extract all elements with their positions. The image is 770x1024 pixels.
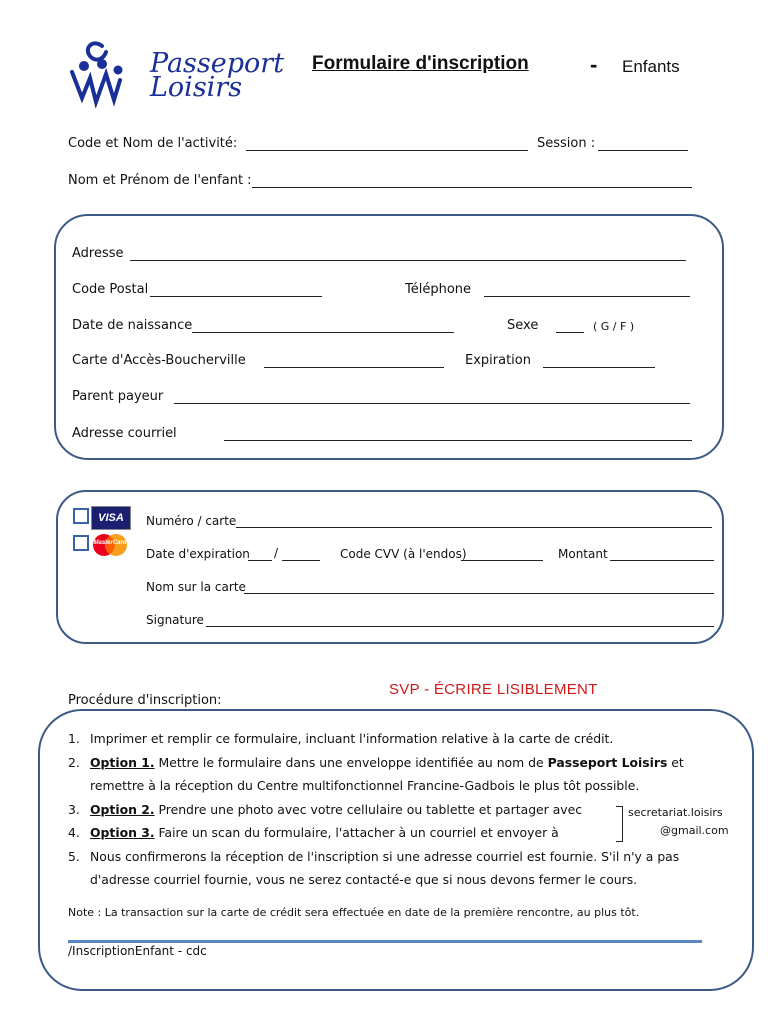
access-card-field[interactable] (264, 367, 444, 368)
postal-code-label: Code Postal (72, 282, 149, 297)
form-subtitle: Enfants (622, 57, 680, 76)
signature-field[interactable] (206, 626, 714, 627)
birth-date-field[interactable] (192, 332, 454, 333)
step-2 (68, 751, 728, 798)
sex-field[interactable] (556, 332, 584, 333)
step-5-text: Nous confirmerons la réception de l'inscription si une adresse courriel est fournie. S'il n'y a pas (90, 848, 680, 864)
step-2-number: 2. (68, 754, 80, 770)
birth-date-label: Date de naissance (72, 318, 193, 333)
contact-email-line2: @gmail.com (660, 824, 729, 837)
cvv-label: Code CVV (à l'endos) (340, 547, 467, 561)
form-title: Formulaire d'inscription (312, 53, 529, 74)
name-on-card-field[interactable] (244, 593, 714, 594)
activity-code-label: Code et Nom de l'activité: (68, 136, 238, 151)
phone-label: Téléphone (405, 282, 472, 297)
family-logo-icon (62, 36, 142, 116)
parent-payer-field[interactable] (174, 403, 690, 404)
expiry-separator: / (274, 546, 279, 560)
child-name-field[interactable] (252, 187, 692, 188)
contact-info-box (54, 214, 724, 460)
expiry-date-label: Date d'expiration (146, 547, 250, 561)
brand-line-2: Loisirs (150, 72, 243, 103)
name-on-card-label: Nom sur la carte (146, 580, 246, 594)
signature-label: Signature (146, 613, 204, 627)
footer-reference: /InscriptionEnfant - cdc (68, 944, 207, 958)
step-2-text-line2: remettre à la réception du Centre multifonctionnel Francine-Gadbois le plus tôt possible. (90, 778, 640, 793)
email-field[interactable] (224, 440, 692, 441)
card-number-field[interactable] (236, 527, 712, 528)
visa-logo-text: VISA (98, 512, 124, 524)
step-4 (68, 821, 728, 845)
brand-line-1: Passeport (150, 48, 285, 79)
address-label: Adresse (72, 246, 124, 261)
cvv-field[interactable] (461, 560, 543, 561)
step-1-number: 1. (68, 731, 80, 746)
step-3-number: 3. (68, 801, 80, 817)
legibility-warning: SVP - ÉCRIRE LISIBLEMENT (389, 681, 598, 698)
logo (62, 36, 142, 116)
sex-label: Sexe (507, 318, 539, 333)
expiration-field[interactable] (543, 367, 655, 368)
step-5-number: 5. (68, 848, 80, 864)
brand-name (150, 48, 285, 103)
address-field[interactable] (130, 260, 686, 261)
amount-field[interactable] (610, 560, 714, 561)
step-2-text-end: et (667, 754, 684, 770)
amount-label: Montant (558, 547, 608, 561)
sex-options: ( G / F ) (593, 320, 635, 333)
step-1 (68, 727, 728, 751)
access-card-label: Carte d'Accès-Boucherville (72, 353, 246, 368)
child-name-label: Nom et Prénom de l'enfant : (68, 173, 252, 188)
email-brace (616, 806, 623, 842)
step-4-text: Faire un scan du formulaire, l'attacher à un courriel et envoyer à (154, 825, 559, 840)
card-number-label: Numéro / carte (146, 514, 237, 528)
mastercard-logo-text: MasterCard (93, 540, 127, 546)
visa-checkbox[interactable] (73, 508, 89, 524)
mastercard-logo (91, 533, 129, 557)
step-3-option: Option 2. (90, 801, 155, 817)
session-label: Session : (537, 136, 596, 151)
expiry-year-field[interactable] (282, 560, 320, 561)
procedure-label: Procédure d'inscription: (68, 693, 222, 708)
step-3-text: Prendre une photo avec votre cellulaire ou tablette et partager avec (154, 801, 583, 817)
step-5-text-line2: d'adresse courriel fournie, vous ne serez contacté-e que si nous devons fermer le cours. (90, 872, 638, 887)
expiration-label: Expiration (465, 353, 531, 368)
step-1-text: Imprimer et remplir ce formulaire, incluant l'information relative à la carte de crédit. (90, 731, 614, 746)
footer-rule (68, 940, 702, 943)
step-2-option: Option 1. (90, 754, 155, 770)
phone-field[interactable] (484, 296, 690, 297)
step-4-number: 4. (68, 825, 80, 840)
mastercard-checkbox[interactable] (73, 535, 89, 551)
visa-logo (91, 506, 131, 530)
email-label: Adresse courriel (72, 426, 177, 441)
step-4-option: Option 3. (90, 825, 155, 840)
postal-code-field[interactable] (150, 296, 322, 297)
title-dash: - (590, 52, 598, 77)
step-2-recipient: Passeport Loisirs (547, 754, 668, 770)
expiry-month-field[interactable] (248, 560, 272, 561)
contact-email-line1: secretariat.loisirs (628, 806, 723, 819)
step-2-text: Mettre le formulaire dans une enveloppe identifiée au nom de (154, 754, 548, 770)
activity-code-field[interactable] (246, 150, 528, 151)
session-field[interactable] (598, 150, 688, 151)
step-5 (68, 845, 728, 892)
credit-card-note: Note : La transaction sur la carte de crédit sera effectuée en date de la première rencontre, au plus tôt. (68, 906, 640, 919)
parent-payer-label: Parent payeur (72, 389, 164, 404)
